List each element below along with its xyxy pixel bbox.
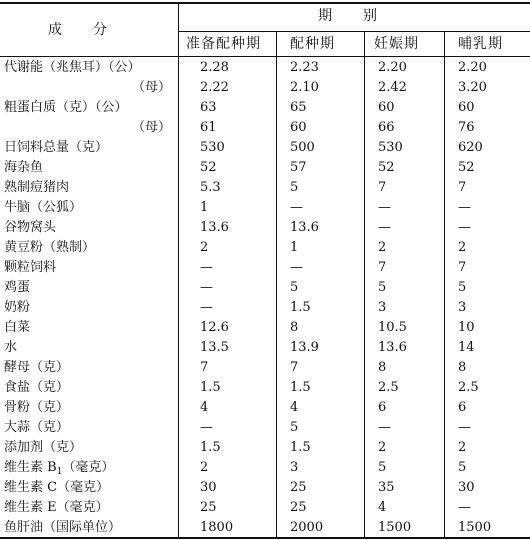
table-cell: 2 xyxy=(378,440,387,455)
table-cell: 5 xyxy=(290,180,299,195)
table-cell: 4 xyxy=(378,500,387,515)
row-label: 海杂鱼 xyxy=(4,160,44,175)
table-top-border xyxy=(0,2,530,4)
table-cell: 10 xyxy=(458,320,475,335)
row-label: （母） xyxy=(132,120,172,135)
row-label: 奶粉 xyxy=(4,300,31,315)
period-header-label: 期 别 xyxy=(318,8,378,24)
table-cell: 12.6 xyxy=(200,320,229,335)
table-cell: 8 xyxy=(290,320,299,335)
table-cell: 1800 xyxy=(200,520,234,535)
table-cell: 2.22 xyxy=(200,80,229,95)
table-cell: — xyxy=(378,200,391,215)
table-cell: 2000 xyxy=(290,520,324,535)
table-cell: 65 xyxy=(290,100,307,115)
table-cell: 1.5 xyxy=(290,440,311,455)
row-label: 鸡蛋 xyxy=(4,280,31,295)
table-cell: 6 xyxy=(458,400,467,415)
table-cell: 7 xyxy=(290,360,299,375)
table-cell: — xyxy=(200,300,213,315)
table-cell: 2 xyxy=(378,240,387,255)
table-cell: 66 xyxy=(378,120,395,135)
table-cell: 620 xyxy=(458,140,483,155)
row-header-label: 成 分 xyxy=(48,22,108,38)
table-cell: 3 xyxy=(458,300,467,315)
table-cell: 7 xyxy=(378,180,387,195)
table-cell: — xyxy=(290,200,303,215)
table-cell: 530 xyxy=(378,140,403,155)
row-label: 酵母（克） xyxy=(4,360,70,375)
table-cell: 61 xyxy=(200,120,217,135)
table-cell: 1500 xyxy=(378,520,412,535)
table-cell: 2.20 xyxy=(378,60,407,75)
table-cell: 8 xyxy=(378,360,387,375)
table-cell: 8 xyxy=(458,360,467,375)
row-label: 牛脑（公狐） xyxy=(4,200,83,215)
table-cell: 7 xyxy=(200,360,209,375)
table-cell: 2.42 xyxy=(378,80,407,95)
table-cell: — xyxy=(290,260,303,275)
table-cell: 25 xyxy=(200,500,217,515)
table-cell: 1500 xyxy=(458,520,492,535)
column-divider-1 xyxy=(276,31,277,538)
table-cell: 1.5 xyxy=(200,380,221,395)
table-cell: — xyxy=(458,500,471,515)
row-label: 大蒜（克） xyxy=(4,420,70,435)
table-cell: 60 xyxy=(378,100,395,115)
table-cell: 1 xyxy=(290,240,299,255)
column-header-pregnancy: 妊娠期 xyxy=(374,36,419,52)
table-bottom-border xyxy=(0,537,530,539)
row-label: 粗蛋白质（克）（公） xyxy=(4,100,128,115)
row-label: 熟制痘猪肉 xyxy=(4,180,70,195)
table-cell: 3 xyxy=(290,460,299,475)
header-bottom-border xyxy=(0,56,530,57)
table-cell: 57 xyxy=(290,160,307,175)
row-label: 谷物窝头 xyxy=(4,220,57,235)
table-cell: 35 xyxy=(378,480,395,495)
table-cell: 63 xyxy=(200,100,217,115)
row-label: 骨粉（克） xyxy=(4,400,70,415)
row-label: 黄豆粉（熟制） xyxy=(4,240,96,255)
table-cell: 1 xyxy=(200,200,209,215)
table-cell: 7 xyxy=(458,260,467,275)
table-cell: 2 xyxy=(200,460,209,475)
table-cell: 5 xyxy=(458,280,467,295)
table-cell: 60 xyxy=(290,120,307,135)
table-cell: 52 xyxy=(200,160,217,175)
table-cell: 2 xyxy=(200,240,209,255)
table-cell: 13.6 xyxy=(378,340,407,355)
row-label-main: 维生素 B xyxy=(4,460,57,475)
row-label: 颗粒饲料 xyxy=(4,260,57,275)
table-cell: 1.5 xyxy=(200,440,221,455)
table-cell: 1.5 xyxy=(290,300,311,315)
table-cell: 13.6 xyxy=(290,220,319,235)
period-divider xyxy=(178,31,530,32)
table-cell: — xyxy=(200,260,213,275)
table-cell: 4 xyxy=(290,400,299,415)
table-cell: — xyxy=(458,220,471,235)
row-label: 水 xyxy=(4,340,18,355)
table-cell: 2.28 xyxy=(200,60,229,75)
column-divider-3 xyxy=(444,31,445,538)
table-cell: — xyxy=(378,420,391,435)
table-cell: 6 xyxy=(378,400,387,415)
table-cell: 2.23 xyxy=(290,60,319,75)
row-label: 白菜 xyxy=(4,320,31,335)
table-cell: 5 xyxy=(290,420,299,435)
table-cell: 52 xyxy=(458,160,475,175)
table-cell: 2 xyxy=(458,240,467,255)
table-cell: 30 xyxy=(200,480,217,495)
column-header-prebreeding: 准备配种期 xyxy=(186,36,261,52)
label-column-divider xyxy=(178,3,179,538)
table-cell: 60 xyxy=(458,100,475,115)
table-cell: 13.6 xyxy=(200,220,229,235)
row-label: 维生素 E（毫克） xyxy=(4,500,109,515)
table-cell: 3.20 xyxy=(458,80,487,95)
column-header-lactation: 哺乳期 xyxy=(458,36,503,52)
table-cell: 5 xyxy=(378,280,387,295)
table-cell: 2.10 xyxy=(290,80,319,95)
table-cell: — xyxy=(200,280,213,295)
column-divider-2 xyxy=(364,31,365,538)
row-label: 维生素 C（毫克） xyxy=(4,480,110,495)
table-cell: 76 xyxy=(458,120,475,135)
row-label-subscript: 1 xyxy=(56,467,63,477)
table-cell: 25 xyxy=(290,500,307,515)
table-cell: 2.5 xyxy=(458,380,479,395)
column-header-breeding: 配种期 xyxy=(290,36,335,52)
row-label: （母） xyxy=(132,80,172,95)
table-cell: 5 xyxy=(458,460,467,475)
table-cell: 2.20 xyxy=(458,60,487,75)
table-cell: 7 xyxy=(458,180,467,195)
row-label: 日饲料总量（克） xyxy=(4,140,109,155)
table-cell: — xyxy=(458,200,471,215)
table-cell: 25 xyxy=(290,480,307,495)
table-cell: 4 xyxy=(200,400,209,415)
table-cell: 5.3 xyxy=(200,180,221,195)
table-cell: 30 xyxy=(458,480,475,495)
table-cell: — xyxy=(200,420,213,435)
table-cell: 530 xyxy=(200,140,225,155)
table-cell: 2 xyxy=(458,440,467,455)
table-cell: 5 xyxy=(290,280,299,295)
row-label: 代谢能（兆焦耳）（公） xyxy=(4,60,141,75)
table-cell: 13.9 xyxy=(290,340,319,355)
row-label: 添加剂（克） xyxy=(4,440,83,455)
table-cell: 14 xyxy=(458,340,475,355)
row-label: 食盐（克） xyxy=(4,380,70,395)
table-cell: — xyxy=(378,220,391,235)
table-cell: 52 xyxy=(378,160,395,175)
row-label: 鱼肝油（国际单位） xyxy=(4,520,122,535)
table-cell: — xyxy=(458,420,471,435)
table-cell: 2.5 xyxy=(378,380,399,395)
table-cell: 5 xyxy=(378,460,387,475)
table-cell: 10.5 xyxy=(378,320,407,335)
row-label xyxy=(4,461,114,479)
table-cell: 500 xyxy=(290,140,315,155)
table-cell: 7 xyxy=(378,260,387,275)
table-cell: 1.5 xyxy=(290,380,311,395)
row-label-unit: （毫克） xyxy=(62,460,115,475)
table-cell: 13.5 xyxy=(200,340,229,355)
table-cell: 3 xyxy=(378,300,387,315)
